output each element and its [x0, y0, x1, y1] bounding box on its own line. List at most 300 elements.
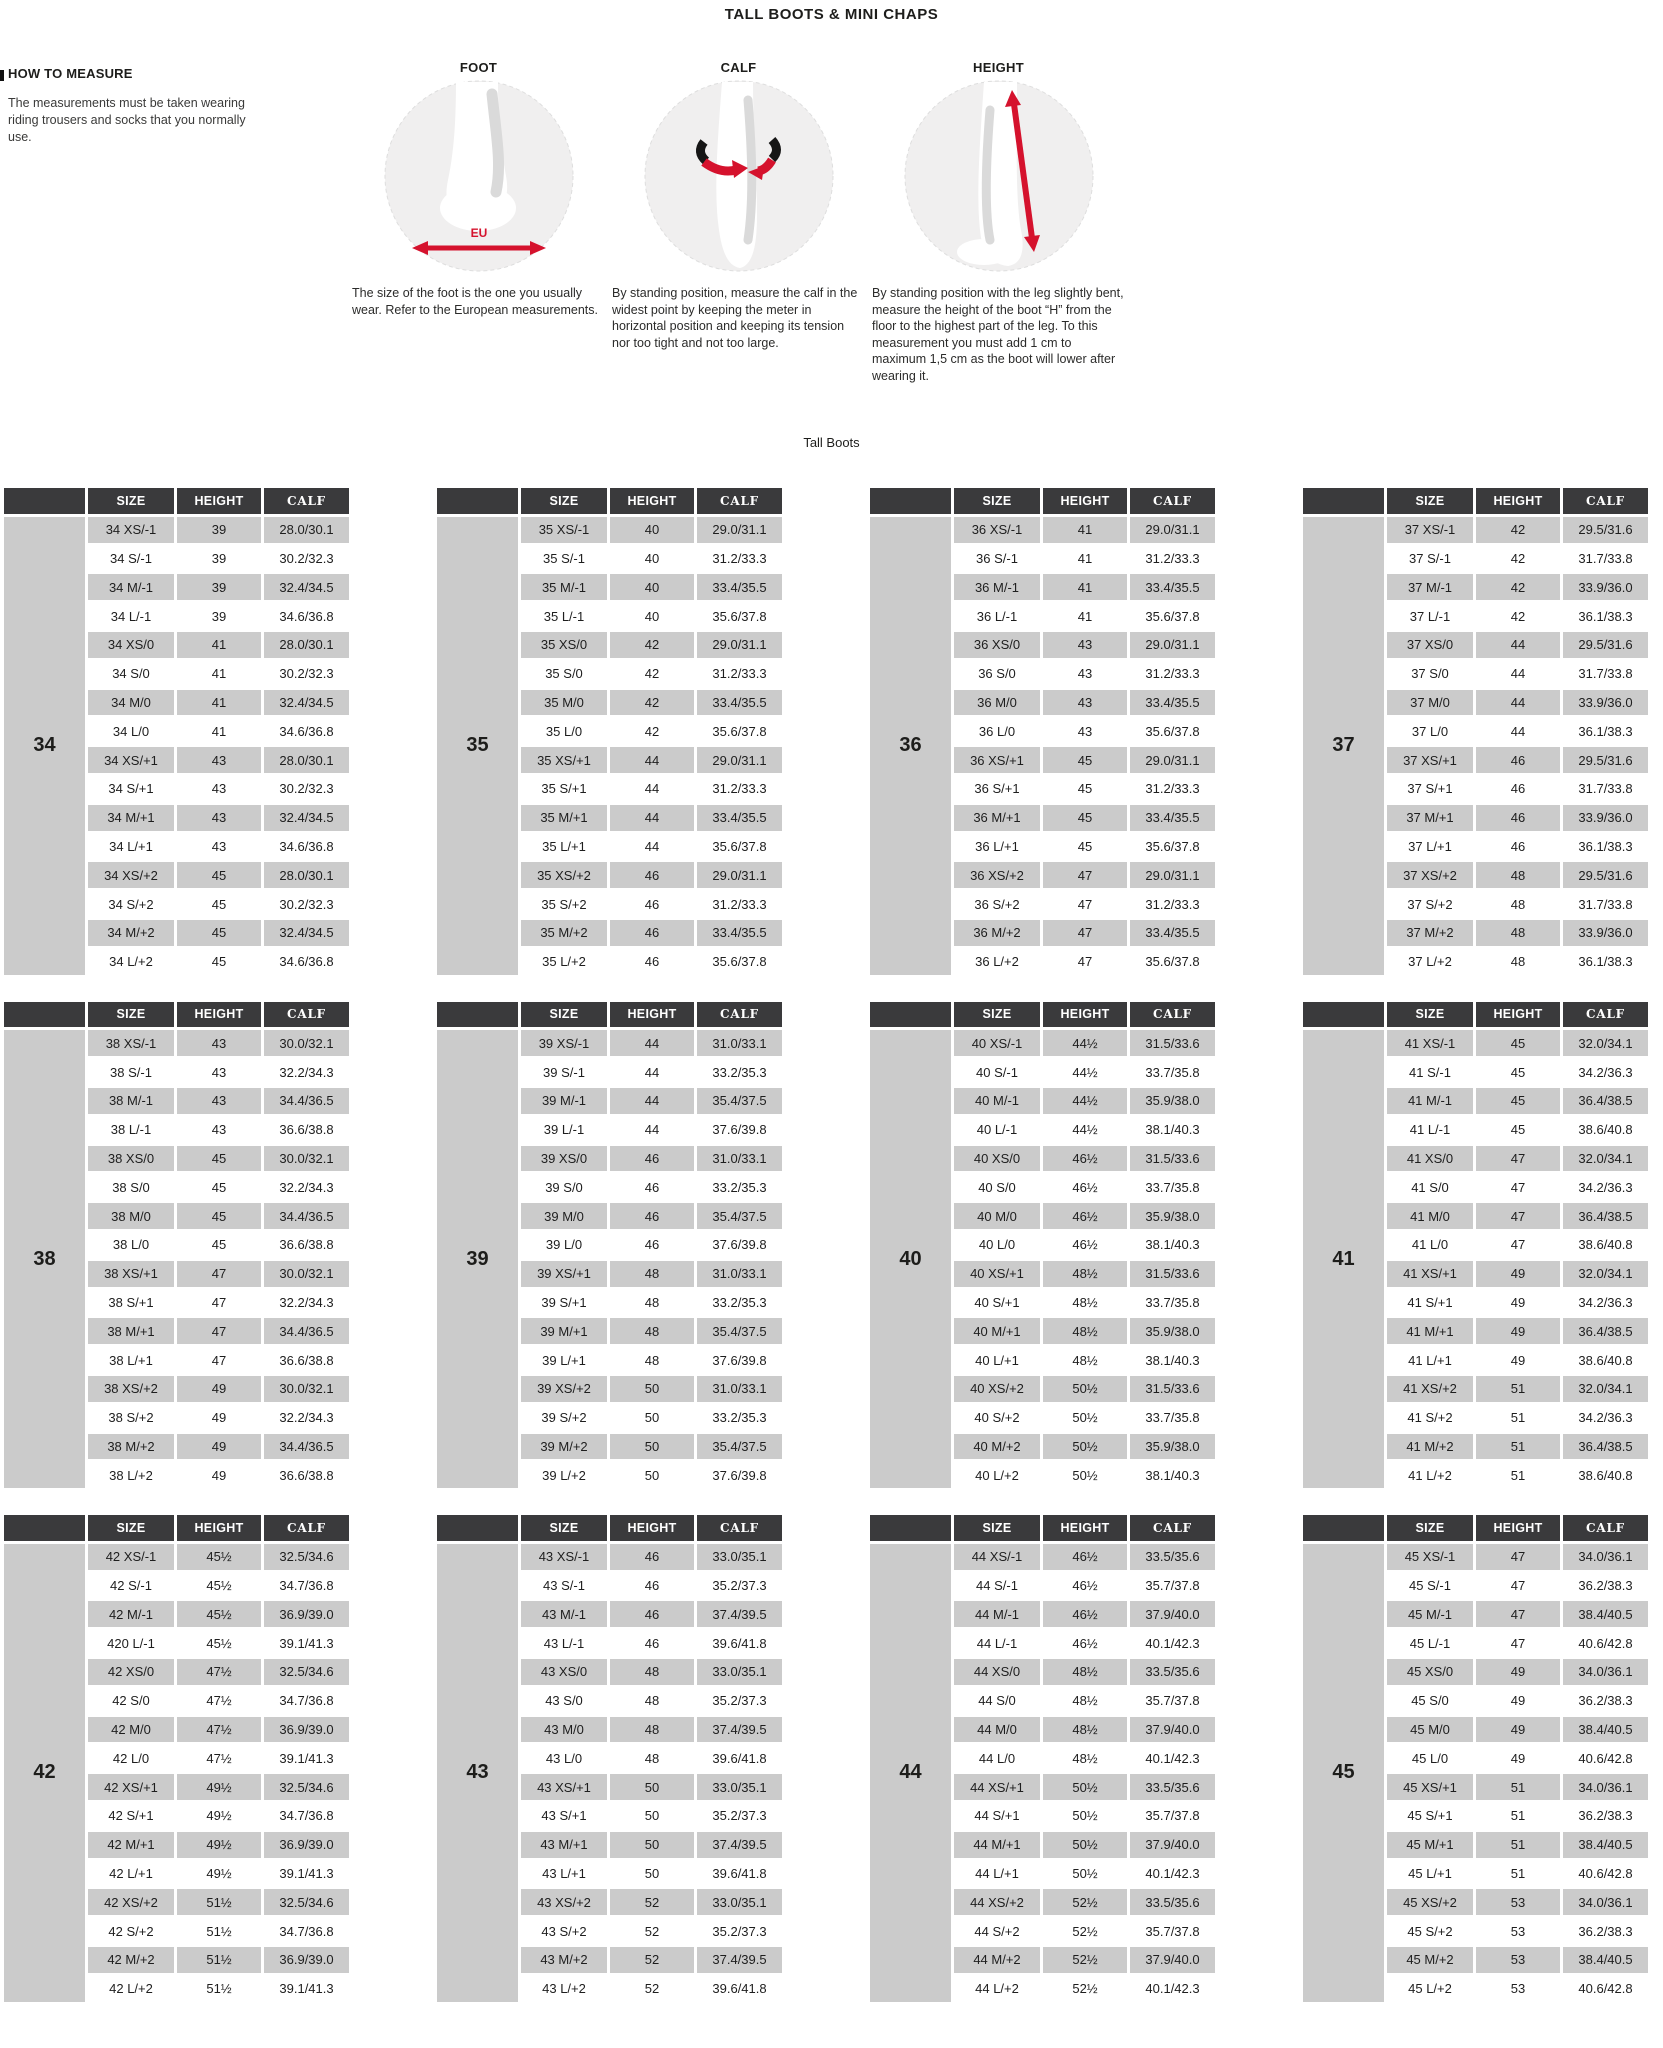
calf-cell: 34.6/36.8 [264, 949, 349, 975]
calf-cell: 34.7/36.8 [264, 1573, 349, 1599]
size-cell: 37 M/+1 [1387, 805, 1473, 831]
height-cell: 51 [1476, 1774, 1560, 1800]
calf-cell: 35.6/37.8 [697, 949, 782, 975]
calf-cell: 36.2/38.3 [1563, 1918, 1648, 1944]
height-cell: 47 [1476, 1544, 1560, 1570]
height-cell: 44 [610, 776, 694, 802]
calf-cell: 35.2/37.3 [697, 1688, 782, 1714]
height-cell: 53 [1476, 1918, 1560, 1944]
height-cell: 46½ [1043, 1232, 1127, 1258]
calf-cell: 31.5/33.6 [1130, 1146, 1215, 1172]
height-cell: 44½ [1043, 1030, 1127, 1056]
height-cell: 46 [1476, 747, 1560, 773]
size-cell: 40 XS/-1 [954, 1030, 1040, 1056]
size-cell: 35 M/+1 [521, 805, 607, 831]
height-cell: 40 [610, 603, 694, 629]
size-cell: 43 M/-1 [521, 1601, 607, 1627]
size-cell: 45 M/+2 [1387, 1947, 1473, 1973]
height-cell: 53 [1476, 1947, 1560, 1973]
calf-cell: 35.6/37.8 [697, 603, 782, 629]
height-cell: 51½ [177, 1918, 261, 1944]
size-cell: 40 L/-1 [954, 1117, 1040, 1143]
size-table-35 [437, 488, 782, 975]
calf-cell: 36.4/38.5 [1563, 1318, 1648, 1344]
table-corner-cell [1303, 1515, 1384, 1541]
size-cell: 41 M/-1 [1387, 1088, 1473, 1114]
height-cell: 49 [177, 1434, 261, 1460]
height-cell: 44 [610, 834, 694, 860]
size-cell: 38 L/-1 [88, 1117, 174, 1143]
size-cell: 34 M/+2 [88, 920, 174, 946]
size-cell: 42 L/0 [88, 1745, 174, 1771]
column-header-size: SIZE [1387, 1515, 1473, 1541]
height-cell: 48 [610, 1688, 694, 1714]
height-cell: 43 [177, 805, 261, 831]
calf-cell: 34.7/36.8 [264, 1803, 349, 1829]
size-cell: 42 L/+2 [88, 1976, 174, 2002]
calf-cell: 32.2/34.3 [264, 1405, 349, 1431]
height-cell: 39 [177, 603, 261, 629]
size-table-34 [4, 488, 349, 975]
calf-cell: 33.0/35.1 [697, 1544, 782, 1570]
calf-cell: 33.4/35.5 [697, 920, 782, 946]
size-cell: 43 M/+1 [521, 1832, 607, 1858]
calf-cell: 40.1/42.3 [1130, 1976, 1215, 2002]
size-cell: 45 S/0 [1387, 1688, 1473, 1714]
calf-cell: 31.0/33.1 [697, 1030, 782, 1056]
height-cell: 44 [610, 1030, 694, 1056]
calf-cell: 33.9/36.0 [1563, 805, 1648, 831]
height-cell: 49 [177, 1462, 261, 1488]
calf-cell: 38.1/40.3 [1130, 1232, 1215, 1258]
height-cell: 39 [177, 574, 261, 600]
size-group-label: 37 [1303, 517, 1384, 975]
size-cell: 37 S/+1 [1387, 776, 1473, 802]
calf-cell: 35.7/37.8 [1130, 1573, 1215, 1599]
size-cell: 43 S/0 [521, 1688, 607, 1714]
calf-cell: 36.4/38.5 [1563, 1088, 1648, 1114]
size-group-label: 34 [4, 517, 85, 975]
calf-cell: 29.5/31.6 [1563, 862, 1648, 888]
calf-cell: 40.6/42.8 [1563, 1745, 1648, 1771]
size-cell: 42 L/+1 [88, 1861, 174, 1887]
size-cell: 36 S/0 [954, 661, 1040, 687]
height-cell: 50½ [1043, 1832, 1127, 1858]
size-cell: 38 M/+1 [88, 1318, 174, 1344]
height-cell: 43 [1043, 661, 1127, 687]
calf-cell: 31.7/33.8 [1563, 891, 1648, 917]
size-cell: 45 S/-1 [1387, 1573, 1473, 1599]
size-cell: 37 M/+2 [1387, 920, 1473, 946]
height-cell: 46½ [1043, 1544, 1127, 1570]
size-cell: 44 S/0 [954, 1688, 1040, 1714]
height-cell: 47½ [177, 1688, 261, 1714]
size-cell: 34 XS/+2 [88, 862, 174, 888]
calf-cell: 39.6/41.8 [697, 1745, 782, 1771]
column-header-height: HEIGHT [177, 1002, 261, 1028]
size-cell: 34 S/-1 [88, 546, 174, 572]
calf-cell: 33.7/35.8 [1130, 1290, 1215, 1316]
calf-cell: 30.0/32.1 [264, 1146, 349, 1172]
size-cell: 42 XS/-1 [88, 1544, 174, 1570]
size-cell: 36 L/+1 [954, 834, 1040, 860]
calf-cell: 32.0/34.1 [1563, 1376, 1648, 1402]
calf-cell: 32.5/34.6 [264, 1659, 349, 1685]
foot-diagram-icon [384, 80, 574, 272]
calf-cell: 31.2/33.3 [1130, 776, 1215, 802]
size-cell: 39 M/+2 [521, 1434, 607, 1460]
column-header-size: SIZE [88, 488, 174, 514]
height-cell: 46 [610, 862, 694, 888]
calf-cell: 33.7/35.8 [1130, 1174, 1215, 1200]
calf-cell: 34.6/36.8 [264, 718, 349, 744]
size-group-label: 39 [437, 1030, 518, 1488]
calf-cell: 31.0/33.1 [697, 1146, 782, 1172]
table-corner-cell [870, 488, 951, 514]
calf-cell: 31.5/33.6 [1130, 1261, 1215, 1287]
height-cell: 48 [610, 1659, 694, 1685]
calf-cell: 33.0/35.1 [697, 1659, 782, 1685]
size-cell: 45 S/+2 [1387, 1918, 1473, 1944]
table-corner-cell [437, 488, 518, 514]
calf-cell: 34.4/36.5 [264, 1088, 349, 1114]
calf-cell: 33.2/35.3 [697, 1405, 782, 1431]
height-cell: 45 [1476, 1088, 1560, 1114]
height-cell: 46½ [1043, 1601, 1127, 1627]
size-cell: 42 S/-1 [88, 1573, 174, 1599]
calf-cell: 34.0/36.1 [1563, 1659, 1648, 1685]
column-header-size: SIZE [521, 1002, 607, 1028]
column-header-calf: CALF [1563, 488, 1648, 514]
size-table-40 [870, 1002, 1215, 1489]
size-cell: 35 L/0 [521, 718, 607, 744]
size-cell: 44 XS/-1 [954, 1544, 1040, 1570]
size-cell: 38 L/+2 [88, 1462, 174, 1488]
size-cell: 39 M/+1 [521, 1318, 607, 1344]
height-cell: 52 [610, 1976, 694, 2002]
size-cell: 34 M/-1 [88, 574, 174, 600]
column-header-size: SIZE [521, 1515, 607, 1541]
height-cell: 45 [1043, 805, 1127, 831]
column-header-height: HEIGHT [1043, 1515, 1127, 1541]
calf-cell: 34.4/36.5 [264, 1434, 349, 1460]
size-group-label: 45 [1303, 1544, 1384, 2002]
height-cell: 47 [1043, 891, 1127, 917]
calf-cell: 30.2/32.3 [264, 661, 349, 687]
size-cell: 44 M/0 [954, 1717, 1040, 1743]
height-cell: 48½ [1043, 1261, 1127, 1287]
height-cell: 46 [610, 1232, 694, 1258]
calf-cell: 39.6/41.8 [697, 1630, 782, 1656]
size-cell: 35 L/+2 [521, 949, 607, 975]
calf-cell: 35.9/38.0 [1130, 1434, 1215, 1460]
calf-cell: 35.6/37.8 [1130, 718, 1215, 744]
height-cell: 45 [1476, 1059, 1560, 1085]
calf-cell: 40.1/42.3 [1130, 1630, 1215, 1656]
height-cell: 48½ [1043, 1717, 1127, 1743]
height-cell: 50½ [1043, 1774, 1127, 1800]
size-cell: 36 XS/+2 [954, 862, 1040, 888]
height-cell: 47 [1043, 920, 1127, 946]
height-cell: 50½ [1043, 1376, 1127, 1402]
size-cell: 39 L/0 [521, 1232, 607, 1258]
calf-cell: 31.0/33.1 [697, 1261, 782, 1287]
height-cell: 47 [1476, 1232, 1560, 1258]
height-cell: 43 [177, 1088, 261, 1114]
height-cell: 48½ [1043, 1745, 1127, 1771]
size-cell: 35 S/+1 [521, 776, 607, 802]
size-cell: 40 L/0 [954, 1232, 1040, 1258]
size-cell: 42 S/+1 [88, 1803, 174, 1829]
calf-cell: 36.1/38.3 [1563, 949, 1648, 975]
size-table-41 [1303, 1002, 1648, 1489]
foot-step-description: The size of the foot is the one you usually wear. Refer to the European measurements. [352, 286, 598, 317]
height-cell: 47½ [177, 1717, 261, 1743]
size-cell: 420 L/-1 [88, 1630, 174, 1656]
calf-cell: 36.4/38.5 [1563, 1203, 1648, 1229]
height-cell: 52 [610, 1918, 694, 1944]
size-cell: 45 XS/-1 [1387, 1544, 1473, 1570]
size-cell: 44 XS/0 [954, 1659, 1040, 1685]
calf-cell: 31.2/33.3 [697, 546, 782, 572]
calf-cell: 31.0/33.1 [697, 1376, 782, 1402]
measure-step-calf [612, 60, 865, 384]
table-corner-cell [4, 488, 85, 514]
height-cell: 46½ [1043, 1573, 1127, 1599]
height-cell: 44 [610, 1088, 694, 1114]
calf-cell: 31.7/33.8 [1563, 546, 1648, 572]
height-cell: 49 [1476, 1717, 1560, 1743]
column-header-height: HEIGHT [610, 1515, 694, 1541]
size-cell: 43 L/-1 [521, 1630, 607, 1656]
height-cell: 48 [1476, 891, 1560, 917]
calf-cell: 34.0/36.1 [1563, 1889, 1648, 1915]
size-cell: 41 XS/+1 [1387, 1261, 1473, 1287]
calf-cell: 32.4/34.5 [264, 805, 349, 831]
size-cell: 42 S/+2 [88, 1918, 174, 1944]
size-cell: 45 XS/+2 [1387, 1889, 1473, 1915]
height-cell: 49½ [177, 1803, 261, 1829]
page-title: TALL BOOTS & MINI CHAPS [724, 6, 939, 23]
calf-cell: 33.0/35.1 [697, 1774, 782, 1800]
size-cell: 41 L/+1 [1387, 1347, 1473, 1373]
calf-cell: 36.6/38.8 [264, 1232, 349, 1258]
calf-step-label: CALF [720, 60, 757, 75]
height-cell: 45 [177, 1232, 261, 1258]
table-corner-cell [1303, 1002, 1384, 1028]
height-cell: 48 [1476, 949, 1560, 975]
size-cell: 37 M/0 [1387, 690, 1473, 716]
size-cell: 37 L/-1 [1387, 603, 1473, 629]
size-cell: 41 S/+2 [1387, 1405, 1473, 1431]
size-cell: 36 XS/+1 [954, 747, 1040, 773]
height-cell: 47 [177, 1347, 261, 1373]
size-cell: 37 S/0 [1387, 661, 1473, 687]
calf-cell: 40.6/42.8 [1563, 1630, 1648, 1656]
calf-cell: 36.9/39.0 [264, 1601, 349, 1627]
size-cell: 35 XS/0 [521, 632, 607, 658]
size-cell: 44 L/0 [954, 1745, 1040, 1771]
column-header-height: HEIGHT [1043, 1002, 1127, 1028]
calf-cell: 36.9/39.0 [264, 1717, 349, 1743]
size-cell: 45 S/+1 [1387, 1803, 1473, 1829]
calf-cell: 34.4/36.5 [264, 1318, 349, 1344]
calf-cell: 35.6/37.8 [1130, 949, 1215, 975]
size-cell: 35 M/-1 [521, 574, 607, 600]
size-cell: 45 L/+1 [1387, 1861, 1473, 1887]
calf-cell: 35.9/38.0 [1130, 1318, 1215, 1344]
calf-cell: 37.9/40.0 [1130, 1601, 1215, 1627]
calf-cell: 37.9/40.0 [1130, 1947, 1215, 1973]
size-cell: 36 S/+2 [954, 891, 1040, 917]
size-table-38 [4, 1002, 349, 1489]
calf-cell: 40.6/42.8 [1563, 1861, 1648, 1887]
size-cell: 37 L/0 [1387, 718, 1473, 744]
calf-cell: 37.6/39.8 [697, 1347, 782, 1373]
calf-cell: 39.1/41.3 [264, 1976, 349, 2002]
height-cell: 52½ [1043, 1947, 1127, 1973]
calf-cell: 38.6/40.8 [1563, 1462, 1648, 1488]
calf-cell: 38.1/40.3 [1130, 1462, 1215, 1488]
size-cell: 38 S/0 [88, 1174, 174, 1200]
calf-cell: 33.9/36.0 [1563, 574, 1648, 600]
calf-cell: 37.6/39.8 [697, 1232, 782, 1258]
height-cell: 50 [610, 1774, 694, 1800]
size-cell: 40 XS/0 [954, 1146, 1040, 1172]
calf-cell: 31.5/33.6 [1130, 1030, 1215, 1056]
size-cell: 38 M/0 [88, 1203, 174, 1229]
size-cell: 44 L/-1 [954, 1630, 1040, 1656]
size-cell: 38 S/+1 [88, 1290, 174, 1316]
size-cell: 38 XS/0 [88, 1146, 174, 1172]
height-cell: 47 [1476, 1146, 1560, 1172]
size-cell: 36 S/+1 [954, 776, 1040, 802]
size-cell: 43 XS/+1 [521, 1774, 607, 1800]
height-diagram-icon [904, 80, 1094, 272]
size-cell: 43 M/+2 [521, 1947, 607, 1973]
calf-cell: 40.1/42.3 [1130, 1745, 1215, 1771]
size-cell: 36 L/+2 [954, 949, 1040, 975]
height-cell: 48½ [1043, 1290, 1127, 1316]
calf-cell: 32.0/34.1 [1563, 1030, 1648, 1056]
column-header-calf: CALF [697, 1515, 782, 1541]
height-cell: 50 [610, 1861, 694, 1887]
table-corner-cell [1303, 488, 1384, 514]
calf-cell: 31.2/33.3 [697, 891, 782, 917]
calf-cell: 30.2/32.3 [264, 776, 349, 802]
calf-cell: 35.6/37.8 [697, 834, 782, 860]
height-cell: 39 [177, 517, 261, 543]
height-cell: 50 [610, 1434, 694, 1460]
column-header-height: HEIGHT [610, 488, 694, 514]
calf-cell: 35.2/37.3 [697, 1918, 782, 1944]
size-cell: 39 M/0 [521, 1203, 607, 1229]
column-header-size: SIZE [88, 1002, 174, 1028]
how-to-measure-heading: HOW TO MEASURE [8, 66, 133, 81]
size-cell: 39 XS/+2 [521, 1376, 607, 1402]
height-cell: 41 [1043, 574, 1127, 600]
height-cell: 46 [610, 1573, 694, 1599]
height-cell: 40 [610, 574, 694, 600]
size-cell: 36 L/-1 [954, 603, 1040, 629]
size-cell: 40 M/+2 [954, 1434, 1040, 1460]
height-cell: 46 [610, 1174, 694, 1200]
height-cell: 50½ [1043, 1434, 1127, 1460]
calf-cell: 37.6/39.8 [697, 1117, 782, 1143]
size-cell: 37 XS/+2 [1387, 862, 1473, 888]
height-cell: 51½ [177, 1889, 261, 1915]
calf-cell: 38.4/40.5 [1563, 1717, 1648, 1743]
size-cell: 37 L/+1 [1387, 834, 1473, 860]
size-cell: 37 S/-1 [1387, 546, 1473, 572]
column-header-size: SIZE [521, 488, 607, 514]
size-cell: 44 XS/+1 [954, 1774, 1040, 1800]
size-cell: 37 M/-1 [1387, 574, 1473, 600]
height-cell: 51 [1476, 1861, 1560, 1887]
size-table-45 [1303, 1515, 1648, 2002]
how-to-measure-text: The measurements must be taken wearing riding trousers and socks that you normally use. [8, 96, 246, 144]
height-cell: 48 [1476, 862, 1560, 888]
calf-cell: 38.6/40.8 [1563, 1347, 1648, 1373]
size-cell: 45 XS/+1 [1387, 1774, 1473, 1800]
size-cell: 34 L/0 [88, 718, 174, 744]
height-cell: 41 [177, 661, 261, 687]
size-cell: 36 XS/-1 [954, 517, 1040, 543]
calf-cell: 33.5/35.6 [1130, 1544, 1215, 1570]
size-group-label: 42 [4, 1544, 85, 2002]
height-cell: 49½ [177, 1832, 261, 1858]
height-cell: 48½ [1043, 1659, 1127, 1685]
height-cell: 50½ [1043, 1462, 1127, 1488]
height-cell: 43 [177, 834, 261, 860]
calf-cell: 35.9/38.0 [1130, 1203, 1215, 1229]
calf-cell: 36.1/38.3 [1563, 603, 1648, 629]
calf-cell: 36.2/38.3 [1563, 1573, 1648, 1599]
size-cell: 44 S/-1 [954, 1573, 1040, 1599]
height-cell: 52½ [1043, 1918, 1127, 1944]
height-cell: 46½ [1043, 1174, 1127, 1200]
calf-cell: 34.6/36.8 [264, 834, 349, 860]
height-cell: 42 [1476, 574, 1560, 600]
size-cell: 36 M/+2 [954, 920, 1040, 946]
size-cell: 39 XS/0 [521, 1146, 607, 1172]
size-cell: 44 XS/+2 [954, 1889, 1040, 1915]
column-header-height: HEIGHT [177, 488, 261, 514]
size-cell: 35 XS/+1 [521, 747, 607, 773]
height-cell: 46 [610, 920, 694, 946]
height-cell: 50 [610, 1462, 694, 1488]
calf-cell: 35.2/37.3 [697, 1803, 782, 1829]
size-cell: 39 S/0 [521, 1174, 607, 1200]
height-cell: 45½ [177, 1630, 261, 1656]
size-cell: 42 M/0 [88, 1717, 174, 1743]
size-cell: 44 L/+1 [954, 1861, 1040, 1887]
calf-cell: 39.1/41.3 [264, 1861, 349, 1887]
size-cell: 45 M/+1 [1387, 1832, 1473, 1858]
calf-cell: 32.5/34.6 [264, 1544, 349, 1570]
height-cell: 48 [610, 1745, 694, 1771]
column-header-calf: CALF [1563, 1002, 1648, 1028]
height-cell: 49 [1476, 1290, 1560, 1316]
calf-cell: 35.6/37.8 [1130, 834, 1215, 860]
height-cell: 53 [1476, 1889, 1560, 1915]
calf-cell: 32.2/34.3 [264, 1290, 349, 1316]
column-header-height: HEIGHT [1476, 1515, 1560, 1541]
height-cell: 49 [1476, 1261, 1560, 1287]
calf-cell: 32.4/34.5 [264, 574, 349, 600]
height-cell: 49 [1476, 1659, 1560, 1685]
size-cell: 40 M/0 [954, 1203, 1040, 1229]
